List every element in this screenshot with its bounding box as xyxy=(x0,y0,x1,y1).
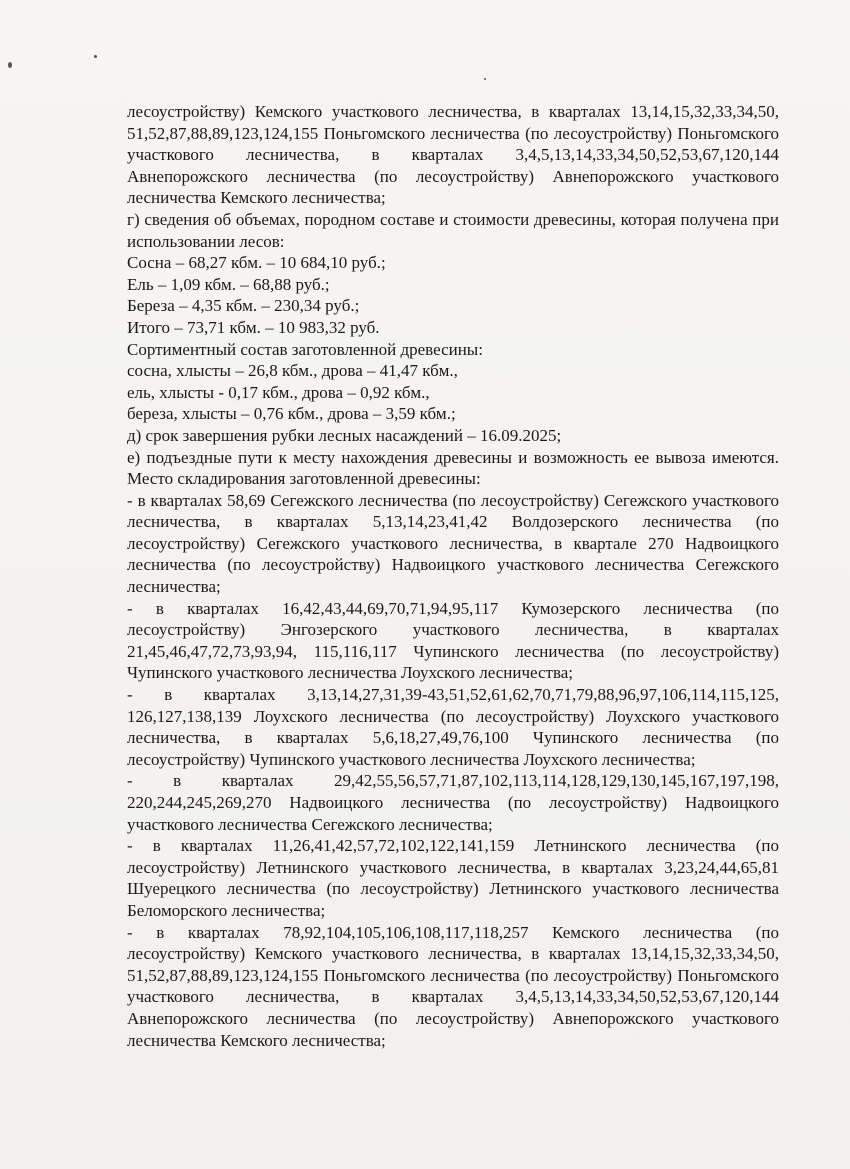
scan-speck xyxy=(484,78,486,80)
line-birch-assortment: береза, хлысты – 0,76 кбм., дрова – 3,59 кбм.; xyxy=(127,404,456,424)
paragraph-forestry-location-1: лесоустройству) Кемского участкового лесничества, в кварталах 13,14,15,32,33,34,50, 51,52,87,88,89,123,124,155 Поньгомского лесничества (по лесоустройству) Поньгомского участкового лесничества, в кварталах 3,4,5,13,14,33,34,50,52,53,67,120,144 Авнепорожского лесничества (по лесоустройству) Авнепорожского участкового лесничества Кемского лесничества; xyxy=(127,102,779,208)
paragraph-item-d: д) срок завершения рубки лесных насаждений – 16.09.2025; xyxy=(127,425,562,445)
scan-speck xyxy=(94,55,97,58)
line-spruce-assortment: ель, хлысты - 0,17 кбм., дрова – 0,92 кбм., xyxy=(127,382,430,402)
line-birch-volume: Береза – 4,35 кбм. – 230,34 руб.; xyxy=(127,296,360,316)
line-pine-assortment: сосна, хлысты – 26,8 кбм., дрова – 41,47 кбм., xyxy=(127,361,458,381)
paragraph-item-g: г) сведения об объемах, породном составе и стоимости древесины, которая получена при использовании лесов: xyxy=(127,209,779,251)
line-pine-volume: Сосна – 68,27 кбм. – 10 684,10 руб.; xyxy=(127,253,386,273)
paragraph-storage-letnyaya: - в кварталах 11,26,41,42,57,72,102,122,141,159 Летнинского лесничества (по лесоустройству) Летнинского участкового лесничества, в кварталах 3,23,24,44,65,81 Шуерецкого лесничества (по лесоустройству) Летнинского участкового лесничества Беломорского лесничества; xyxy=(127,836,779,920)
paragraph-storage-nadvoitsy: - в кварталах 29,42,55,56,57,71,87,102,113,114,128,129,130,145,167,197,198, 220,244,245,269,270 Надвоицкого лесничества (по лесоустройству) Надвоицкого участкового лесничества Сегежского лесничества; xyxy=(127,771,779,834)
document-body xyxy=(127,101,779,1051)
line-spruce-volume: Ель – 1,09 кбм. – 68,88 руб.; xyxy=(127,274,330,294)
line-total-volume: Итого – 73,71 кбм. – 10 983,32 руб. xyxy=(127,317,380,337)
paragraph-storage-kumozero: - в кварталах 16,42,43,44,69,70,71,94,95,117 Кумозерского лесничества (по лесоустройству) Энгозерского участкового лесничества, в кварталах 21,45,46,47,72,73,93,94, 115,116,117 Чупинского лесничества (по лесоустройству) Чупинского участкового лесничества Лоухского лесничества; xyxy=(127,598,779,683)
paragraph-storage-kem: - в кварталах 78,92,104,105,106,108,117,118,257 Кемского лесничества (по лесоустройству) Кемского участкового лесничества, в кварталах 13,14,15,32,33,34,50, 51,52,87,88,89,123,124,155 Поньгомского лесничества (по лесоустройству) Поньгомского участкового лесничества, в кварталах 3,4,5,13,14,33,34,50,52,53,67,120,144 Авнепорожского лесничества (по лесоустройству) Авнепорожского участкового лесничества Кемского лесничества; xyxy=(127,922,779,1050)
paragraph-storage-loukhi: - в кварталах 3,13,14,27,31,39-43,51,52,61,62,70,71,79,88,96,97,106,114,115,125, 126,127,138,139 Лоухского лесничества (по лесоустройству) Лоухского участкового лесничества, в кварталах 5,6,18,27,49,76,100 Чупинского лесничества (по лесоустройству) Чупинского участкового лесничества Лоухского лесничества; xyxy=(127,685,779,769)
paragraph-item-e: е) подъездные пути к месту нахождения древесины и возможность ее вывоза имеются. Место складирования заготовленной древесины: xyxy=(127,447,779,489)
scan-speck xyxy=(8,62,12,68)
paragraph-storage-segezha: - в кварталах 58,69 Сегежского лесничества (по лесоустройству) Сегежского участкового лесничества, в кварталах 5,13,14,23,41,42 Волдозерского лесничества (по лесоустройству) Сегежского участкового лесничества, в квартале 270 Надвоицкого лесничества (по лесоустройству) Надвоицкого участкового лесничества Сегежского лесничества; xyxy=(127,490,779,597)
line-assortment-heading: Сортиментный состав заготовленной древесины: xyxy=(127,339,483,359)
